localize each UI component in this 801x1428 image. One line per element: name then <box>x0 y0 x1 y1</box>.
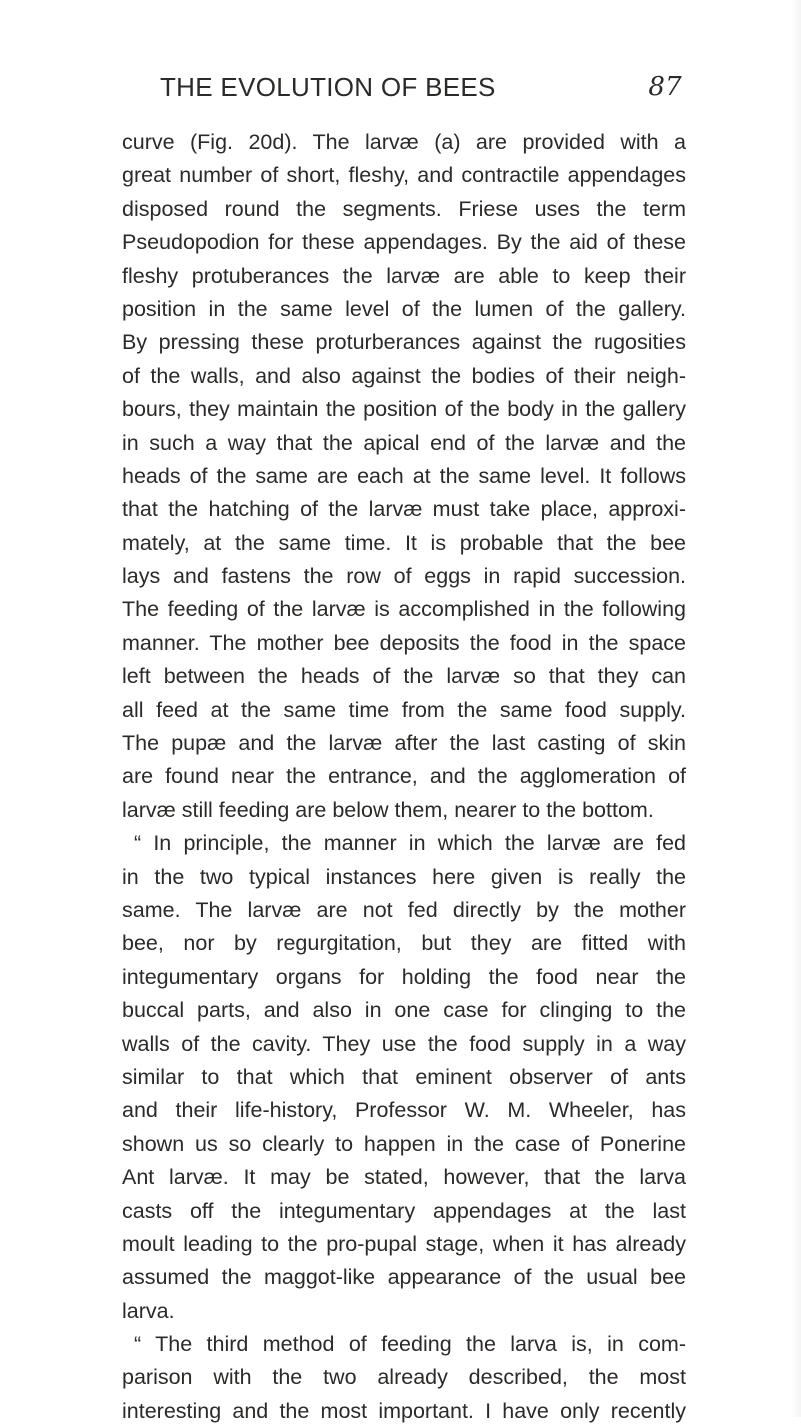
text-line: are found near the entrance, and the agglomeration of <box>122 764 686 789</box>
text-line: and their life-history, Professor W. M. Wheeler, has <box>122 1098 686 1123</box>
text-line: lays and fastens the row of eggs in rapid succession. <box>122 564 686 589</box>
body-text <box>122 126 686 1428</box>
text-line: in the two typical instances here given is really the <box>122 864 686 889</box>
scan-edge-shadow <box>791 0 801 1417</box>
text-line: manner. The mother bee deposits the food in the space <box>122 630 686 655</box>
text-line: that the hatching of the larvæ must take place, approxi- <box>122 497 686 522</box>
text-line: shown us so clearly to happen in the case of Ponerine <box>122 1131 686 1156</box>
text-line: great number of short, fleshy, and contractile appendages <box>122 163 686 188</box>
text-line: mately, at the same time. It is probable that the bee <box>122 530 686 555</box>
text-line: heads of the same are each at the same level. It follows <box>122 463 686 488</box>
text-line: position in the same level of the lumen of the gallery. <box>122 296 686 321</box>
running-title: THE EVOLUTION OF BEES <box>160 72 496 102</box>
text-line: The pupæ and the larvæ after the last casting of skin <box>122 731 686 756</box>
text-line: interesting and the most important. I have only recently <box>122 1398 686 1423</box>
text-line: in such a way that the apical end of the larvæ and the <box>122 430 686 455</box>
text-line: parison with the two already described, the most <box>122 1365 686 1390</box>
text-line: of the walls, and also against the bodies of their neigh- <box>122 363 686 388</box>
paragraph-start-line: “ In principle, the manner in which the larvæ are fed <box>134 831 686 856</box>
text-line: casts off the integumentary appendages at the last <box>122 1198 686 1223</box>
text-line: By pressing these proturberances against the rugosities <box>122 330 686 355</box>
text-line: fleshy protuberances the larvæ are able to keep their <box>122 263 686 288</box>
text-line: assumed the maggot-like appearance of the usual bee <box>122 1265 686 1290</box>
running-head <box>122 72 686 106</box>
page-number: 87 <box>648 72 682 102</box>
text-line: bee, nor by regurgitation, but they are fitted with <box>122 931 686 956</box>
text-line: walls of the cavity. They use the food supply in a way <box>122 1031 686 1056</box>
text-line: similar to that which that eminent observer of ants <box>122 1064 686 1089</box>
text-line: buccal parts, and also in one case for clinging to the <box>122 998 686 1023</box>
text-line: same. The larvæ are not fed directly by the mother <box>122 897 686 922</box>
text-line: integumentary organs for holding the food near the <box>122 964 686 989</box>
text-line: all feed at the same time from the same food supply. <box>122 697 686 722</box>
text-line: Pseudopodion for these appendages. By the aid of these <box>122 230 686 255</box>
text-line: moult leading to the pro-pupal stage, when it has already <box>122 1231 686 1256</box>
text-line: left between the heads of the larvæ so that they can <box>122 664 686 689</box>
text-line: curve (Fig. 20d). The larvæ (a) are provided with a <box>122 130 686 154</box>
paragraph-start-line: “ The third method of feeding the larva is, in com- <box>134 1332 686 1357</box>
text-line: Ant larvæ. It may be stated, however, that the larva <box>122 1165 686 1190</box>
paragraph-end-line: larva. <box>122 1298 175 1323</box>
text-line: disposed round the segments. Friese uses the term <box>122 196 686 221</box>
paragraph-end-line: larvæ still feeding are below them, nearer to the bottom. <box>122 797 654 822</box>
text-line: The feeding of the larvæ is accomplished in the following <box>122 597 686 622</box>
text-line: bours, they maintain the position of the body in the gallery <box>122 397 686 422</box>
